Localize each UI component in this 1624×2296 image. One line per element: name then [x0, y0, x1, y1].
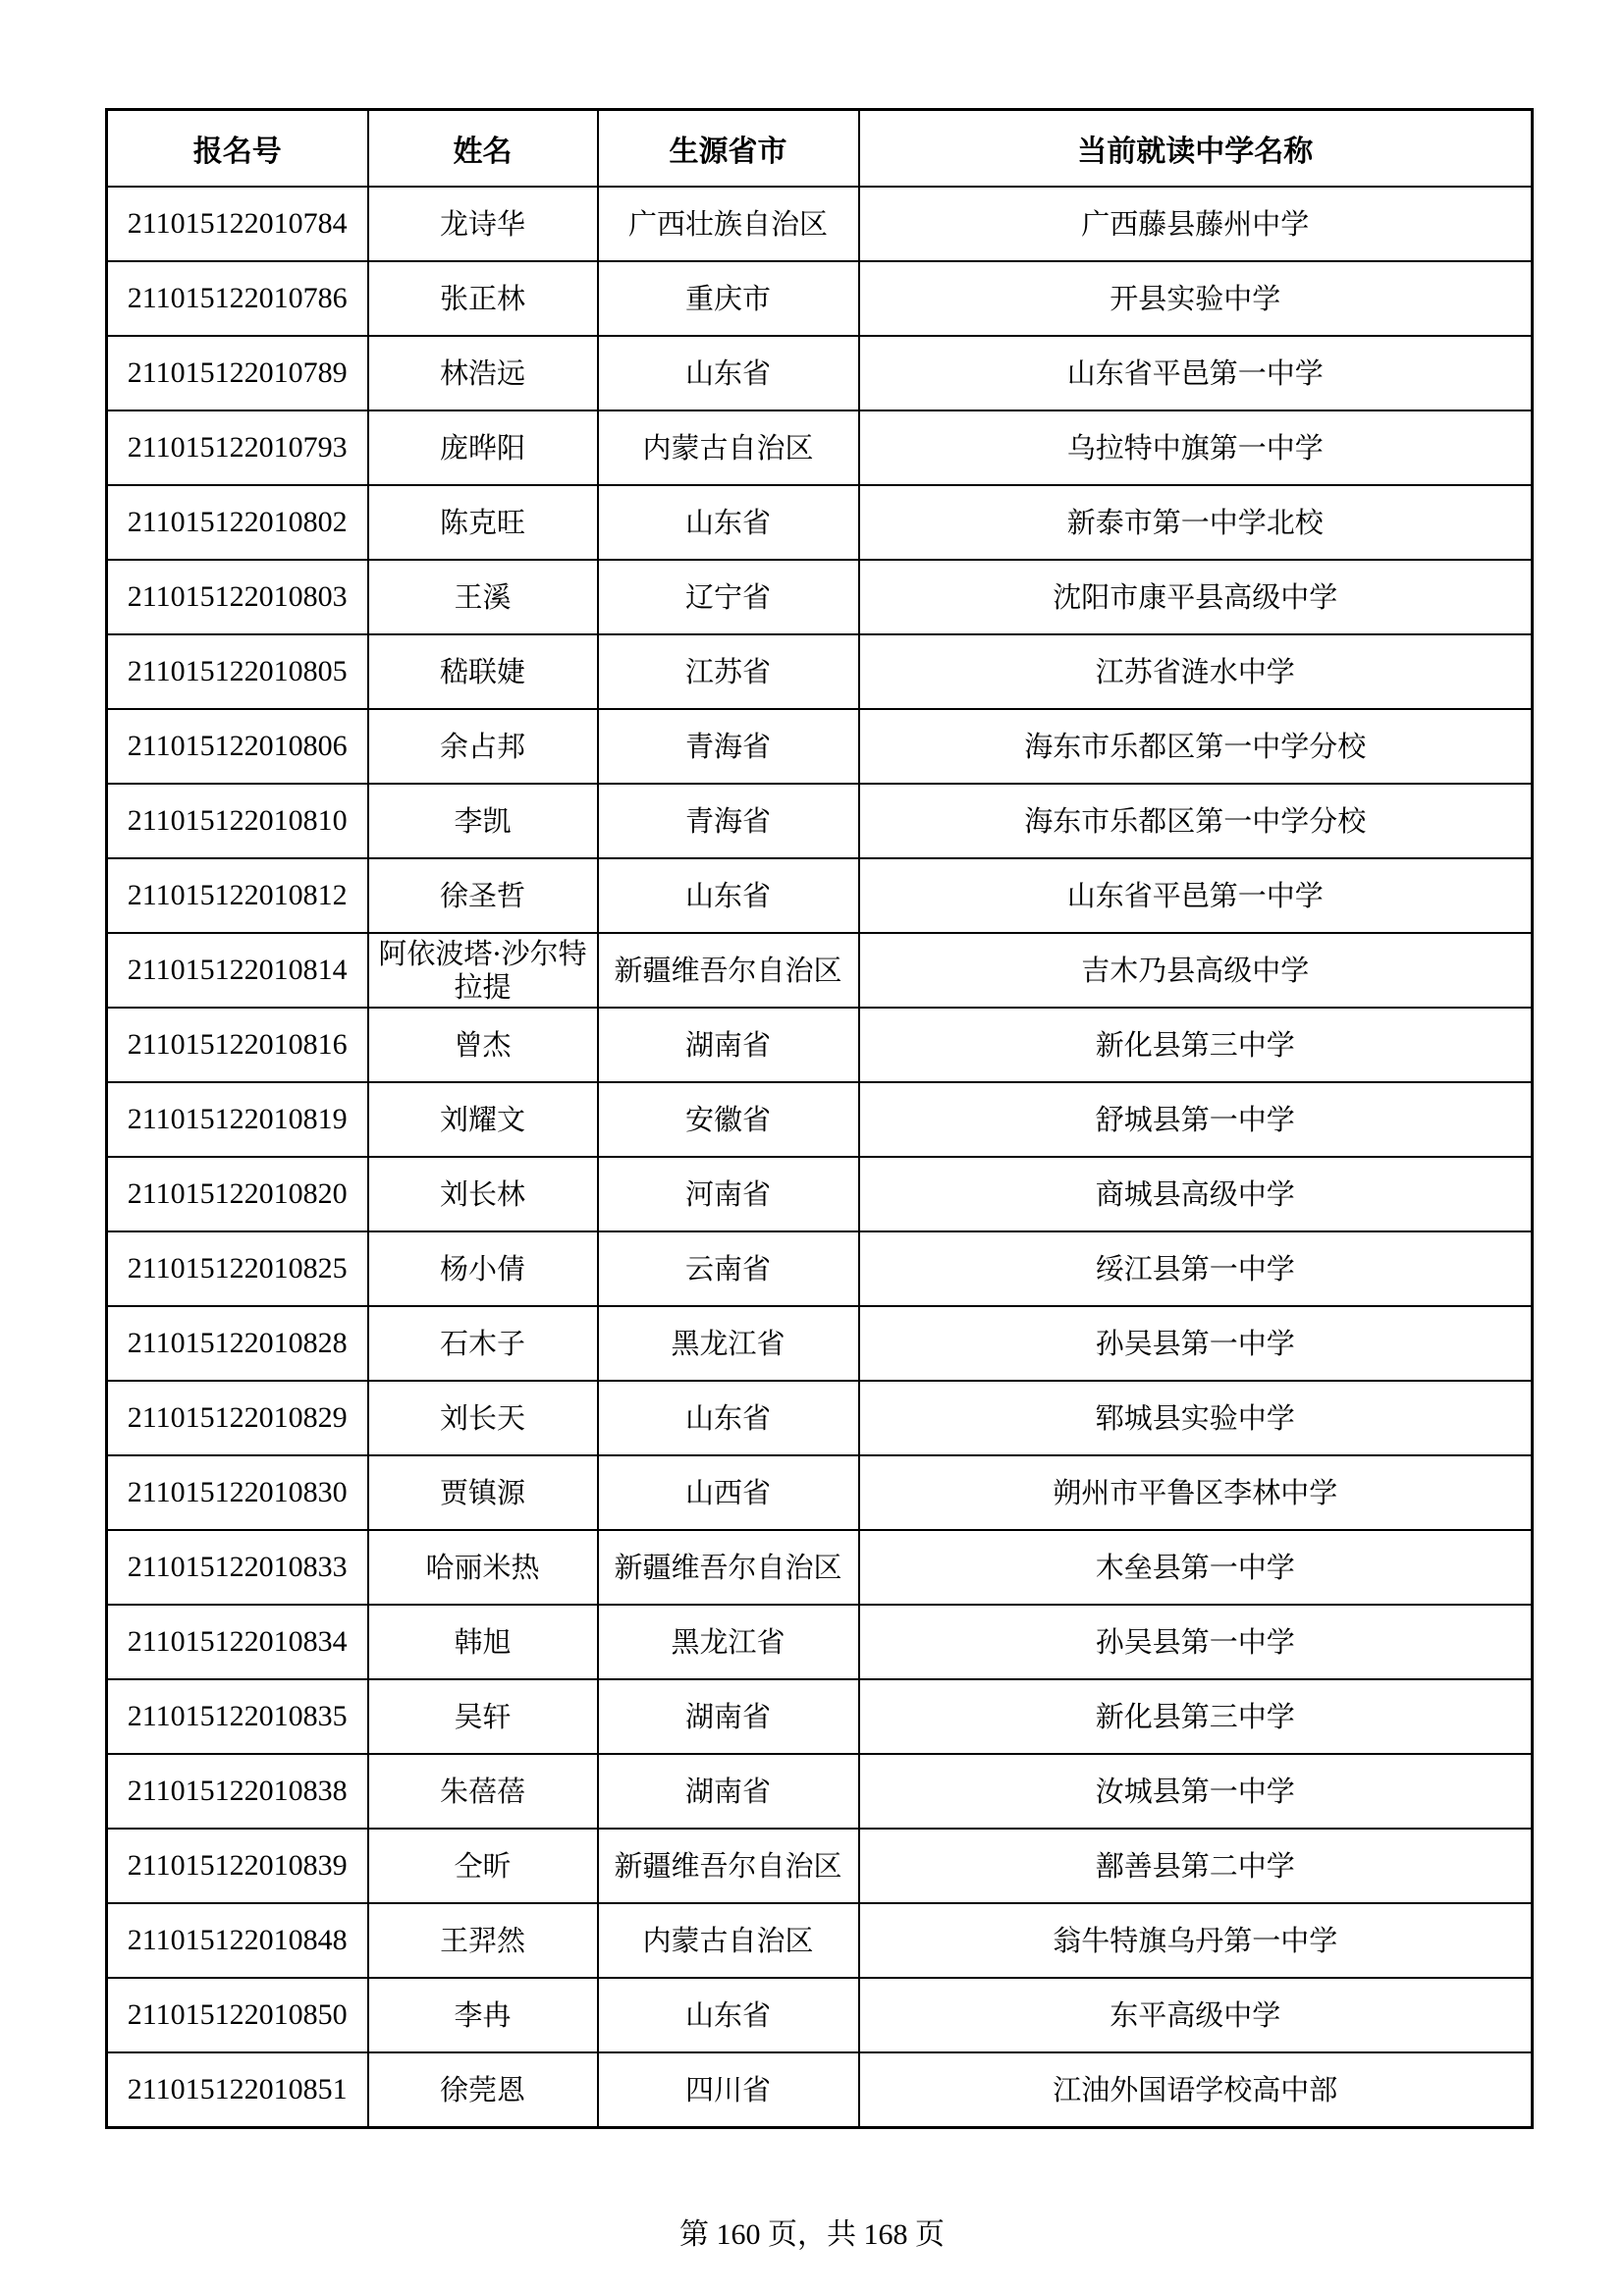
- school-name-cell: 孙吴县第一中学: [859, 1306, 1533, 1381]
- school-name-cell: 新泰市第一中学北校: [859, 485, 1533, 560]
- student-name-cell: 刘长林: [368, 1157, 598, 1231]
- school-name-cell: 江苏省涟水中学: [859, 634, 1533, 709]
- student-name-cell: 李凯: [368, 784, 598, 858]
- school-name-cell: 汝城县第一中学: [859, 1754, 1533, 1829]
- student-name-cell: 朱蓓蓓: [368, 1754, 598, 1829]
- student-name-cell: 龙诗华: [368, 187, 598, 261]
- province-cell: 山东省: [598, 485, 859, 560]
- province-cell: 四川省: [598, 2052, 859, 2128]
- province-cell: 广西壮族自治区: [598, 187, 859, 261]
- province-cell: 辽宁省: [598, 560, 859, 634]
- table-row: [107, 1829, 1533, 1903]
- student-name-cell: 嵇联婕: [368, 634, 598, 709]
- student-name-cell: 哈丽米热: [368, 1530, 598, 1605]
- table-row: [107, 1754, 1533, 1829]
- registration-number-cell: 211015122010784: [107, 187, 368, 261]
- table-row: [107, 2052, 1533, 2128]
- student-name-cell: 杨小倩: [368, 1231, 598, 1306]
- province-cell: 黑龙江省: [598, 1306, 859, 1381]
- student-name-cell: 陈克旺: [368, 485, 598, 560]
- registration-number-cell: 211015122010834: [107, 1605, 368, 1679]
- student-name-cell: 王羿然: [368, 1903, 598, 1978]
- school-name-cell: 鄯善县第二中学: [859, 1829, 1533, 1903]
- registration-number-cell: 211015122010806: [107, 709, 368, 784]
- school-name-cell: 新化县第三中学: [859, 1008, 1533, 1082]
- table-row: [107, 1381, 1533, 1455]
- school-name-cell: 翁牛特旗乌丹第一中学: [859, 1903, 1533, 1978]
- registration-number-cell: 211015122010805: [107, 634, 368, 709]
- table-row: [107, 560, 1533, 634]
- registration-number-cell: 211015122010838: [107, 1754, 368, 1829]
- province-cell: 重庆市: [598, 261, 859, 336]
- registration-number-cell: 211015122010850: [107, 1978, 368, 2052]
- table-row: [107, 1605, 1533, 1679]
- table-row: [107, 1903, 1533, 1978]
- student-name-cell: 李冉: [368, 1978, 598, 2052]
- province-cell: 新疆维吾尔自治区: [598, 1530, 859, 1605]
- admission-list-table: [105, 108, 1534, 2129]
- school-name-cell: 江油外国语学校高中部: [859, 2052, 1533, 2128]
- school-name-cell: 绥江县第一中学: [859, 1231, 1533, 1306]
- registration-number-cell: 211015122010830: [107, 1455, 368, 1530]
- province-cell: 山东省: [598, 336, 859, 410]
- registration-number-cell: 211015122010825: [107, 1231, 368, 1306]
- table-row: [107, 1455, 1533, 1530]
- province-cell: 江苏省: [598, 634, 859, 709]
- registration-number-cell: 211015122010786: [107, 261, 368, 336]
- school-name-cell: 广西藤县藤州中学: [859, 187, 1533, 261]
- province-cell: 青海省: [598, 709, 859, 784]
- province-cell: 湖南省: [598, 1754, 859, 1829]
- registration-number-cell: 211015122010828: [107, 1306, 368, 1381]
- header-school: 当前就读中学名称: [859, 110, 1533, 188]
- student-name-cell: 刘耀文: [368, 1082, 598, 1157]
- province-cell: 山西省: [598, 1455, 859, 1530]
- table-row: [107, 410, 1533, 485]
- school-name-cell: 木垒县第一中学: [859, 1530, 1533, 1605]
- province-cell: 湖南省: [598, 1679, 859, 1754]
- registration-number-cell: 211015122010789: [107, 336, 368, 410]
- province-cell: 云南省: [598, 1231, 859, 1306]
- school-name-cell: 沈阳市康平县高级中学: [859, 560, 1533, 634]
- registration-number-cell: 211015122010802: [107, 485, 368, 560]
- province-cell: 安徽省: [598, 1082, 859, 1157]
- student-name-cell: 曾杰: [368, 1008, 598, 1082]
- province-cell: 山东省: [598, 858, 859, 933]
- school-name-cell: 山东省平邑第一中学: [859, 858, 1533, 933]
- province-cell: 内蒙古自治区: [598, 1903, 859, 1978]
- table-row: [107, 1082, 1533, 1157]
- student-name-cell: 林浩远: [368, 336, 598, 410]
- province-cell: 青海省: [598, 784, 859, 858]
- table-row: [107, 709, 1533, 784]
- header-province: 生源省市: [598, 110, 859, 188]
- school-name-cell: 孙吴县第一中学: [859, 1605, 1533, 1679]
- table-row: [107, 634, 1533, 709]
- student-name-cell: 阿依波塔·沙尔特拉提: [368, 933, 598, 1008]
- registration-number-cell: 211015122010810: [107, 784, 368, 858]
- student-name-cell: 石木子: [368, 1306, 598, 1381]
- student-name-cell: 徐圣哲: [368, 858, 598, 933]
- registration-number-cell: 211015122010833: [107, 1530, 368, 1605]
- student-name-cell: 吴轩: [368, 1679, 598, 1754]
- table-row: [107, 261, 1533, 336]
- table-row: [107, 858, 1533, 933]
- registration-number-cell: 211015122010814: [107, 933, 368, 1008]
- registration-number-cell: 211015122010816: [107, 1008, 368, 1082]
- table-row: [107, 485, 1533, 560]
- registration-number-cell: 211015122010820: [107, 1157, 368, 1231]
- table-row: [107, 1231, 1533, 1306]
- header-registration-number: 报名号: [107, 110, 368, 188]
- province-cell: 山东省: [598, 1381, 859, 1455]
- registration-number-cell: 211015122010835: [107, 1679, 368, 1754]
- province-cell: 新疆维吾尔自治区: [598, 933, 859, 1008]
- registration-number-cell: 211015122010819: [107, 1082, 368, 1157]
- school-name-cell: 商城县高级中学: [859, 1157, 1533, 1231]
- province-cell: 内蒙古自治区: [598, 410, 859, 485]
- table-header-row: [107, 110, 1533, 188]
- school-name-cell: 海东市乐都区第一中学分校: [859, 784, 1533, 858]
- student-name-cell: 余占邦: [368, 709, 598, 784]
- school-name-cell: 乌拉特中旗第一中学: [859, 410, 1533, 485]
- table-row: [107, 187, 1533, 261]
- school-name-cell: 海东市乐都区第一中学分校: [859, 709, 1533, 784]
- student-name-cell: 徐莞恩: [368, 2052, 598, 2128]
- table-row: [107, 933, 1533, 1008]
- page-footer: 第 160 页，共 168 页: [679, 2218, 945, 2251]
- student-name-cell: 王溪: [368, 560, 598, 634]
- student-name-cell: 庞晔阳: [368, 410, 598, 485]
- student-name-cell: 韩旭: [368, 1605, 598, 1679]
- school-name-cell: 新化县第三中学: [859, 1679, 1533, 1754]
- school-name-cell: 开县实验中学: [859, 261, 1533, 336]
- table-row: [107, 336, 1533, 410]
- student-name-cell: 刘长天: [368, 1381, 598, 1455]
- registration-number-cell: 211015122010851: [107, 2052, 368, 2128]
- table-row: [107, 1530, 1533, 1605]
- school-name-cell: 山东省平邑第一中学: [859, 336, 1533, 410]
- student-name-cell: 贾镇源: [368, 1455, 598, 1530]
- registration-number-cell: 211015122010829: [107, 1381, 368, 1455]
- registration-number-cell: 211015122010848: [107, 1903, 368, 1978]
- student-name-cell: 张正林: [368, 261, 598, 336]
- province-cell: 山东省: [598, 1978, 859, 2052]
- registration-number-cell: 211015122010793: [107, 410, 368, 485]
- table-row: [107, 1679, 1533, 1754]
- registration-number-cell: 211015122010803: [107, 560, 368, 634]
- registration-number-cell: 211015122010812: [107, 858, 368, 933]
- table-row: [107, 1306, 1533, 1381]
- province-cell: 黑龙江省: [598, 1605, 859, 1679]
- table-row: [107, 1008, 1533, 1082]
- table-row: [107, 1978, 1533, 2052]
- table-row: [107, 784, 1533, 858]
- header-name: 姓名: [368, 110, 598, 188]
- province-cell: 河南省: [598, 1157, 859, 1231]
- province-cell: 湖南省: [598, 1008, 859, 1082]
- registration-number-cell: 211015122010839: [107, 1829, 368, 1903]
- table-body: [107, 187, 1533, 2128]
- school-name-cell: 东平高级中学: [859, 1978, 1533, 2052]
- school-name-cell: 吉木乃县高级中学: [859, 933, 1533, 1008]
- school-name-cell: 舒城县第一中学: [859, 1082, 1533, 1157]
- student-name-cell: 仝昕: [368, 1829, 598, 1903]
- province-cell: 新疆维吾尔自治区: [598, 1829, 859, 1903]
- school-name-cell: 朔州市平鲁区李林中学: [859, 1455, 1533, 1530]
- table-row: [107, 1157, 1533, 1231]
- school-name-cell: 郓城县实验中学: [859, 1381, 1533, 1455]
